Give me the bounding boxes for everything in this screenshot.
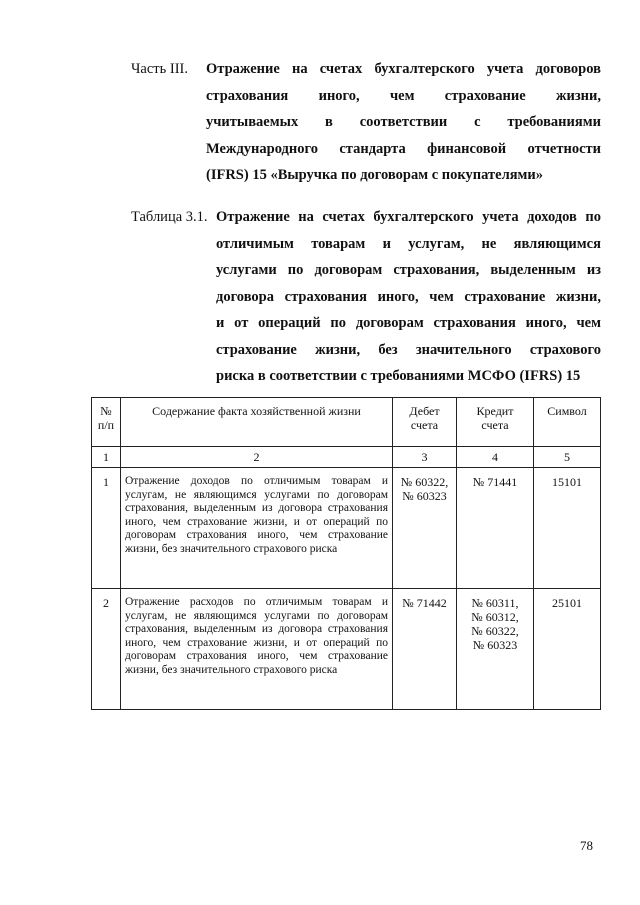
heading-word: от <box>234 315 249 331</box>
part-heading <box>131 56 601 196</box>
heading-word: страхования <box>284 288 367 305</box>
caption-line <box>216 231 601 258</box>
heading-word: бухгалтерского <box>373 209 474 225</box>
heading-word: требованиями <box>507 114 601 130</box>
heading-word: счетах <box>322 209 365 225</box>
header-credit <box>457 398 534 447</box>
part-title-line <box>206 162 543 189</box>
heading-word: финансовой <box>427 140 507 157</box>
heading-word: стандарта <box>339 140 406 157</box>
cell-line: № 60323 <box>472 638 518 652</box>
heading-word: страхование <box>216 341 297 358</box>
heading-word: на <box>291 61 308 77</box>
heading-word: соответствии <box>359 114 448 130</box>
row-number: 2 <box>92 589 121 710</box>
table-row <box>92 468 601 589</box>
heading-word: риска в соответствии с требованиями МСФО (IFRS) 15 <box>216 368 581 384</box>
part-label: Часть III. <box>131 61 188 77</box>
cell-line: п/п <box>97 418 115 432</box>
heading-word: страхования, <box>393 262 480 278</box>
column-number: 4 <box>457 447 534 468</box>
part-title-line <box>206 56 601 83</box>
heading-word: и <box>216 315 225 331</box>
heading-word: счетах <box>319 61 363 77</box>
heading-word: из <box>586 262 601 278</box>
cell-line: № 60312, <box>471 610 519 624</box>
heading-word: с <box>474 114 481 130</box>
heading-word: значительного <box>415 341 512 358</box>
heading-word: договорам <box>314 262 383 278</box>
table-label: Таблица 3.1. <box>131 209 208 225</box>
heading-word: доходов <box>527 209 577 225</box>
cell-line: счета <box>410 418 439 432</box>
heading-word: услугам, <box>408 235 465 252</box>
row-number: 1 <box>92 468 121 589</box>
part-title-line <box>206 83 601 110</box>
cell-line: № 71441 <box>472 475 518 489</box>
cell-line: Дебет <box>409 404 440 418</box>
cell-line: Кредит <box>476 404 514 418</box>
row-symbol: 15101 <box>534 468 601 589</box>
heading-word: отличимым <box>216 235 294 252</box>
heading-word: по <box>330 315 347 331</box>
heading-word: жизни, <box>555 288 601 305</box>
heading-word: страхование <box>464 288 546 305</box>
cell-line: № 60323 <box>402 489 447 503</box>
caption-line <box>216 204 601 231</box>
caption-line <box>216 337 601 364</box>
heading-word: договоров <box>535 61 601 77</box>
heading-word: операций <box>258 315 321 331</box>
heading-word: страхового <box>529 341 601 358</box>
row-credit <box>457 589 534 710</box>
cell-line: № 60311, <box>471 596 519 610</box>
row-debit <box>393 468 457 589</box>
caption-line <box>216 310 601 337</box>
heading-word: жизни, <box>555 87 601 104</box>
header-num <box>92 398 121 447</box>
heading-word: Отражение <box>206 61 280 77</box>
heading-word: по <box>585 209 601 225</box>
heading-word: бухгалтерского <box>374 61 475 77</box>
heading-word: чем <box>576 315 601 331</box>
row-symbol: 25101 <box>534 589 601 710</box>
heading-word: страхование <box>444 87 526 104</box>
caption-line <box>216 257 601 284</box>
heading-word: договора <box>216 288 274 305</box>
cell-line: № 60322, <box>400 475 449 489</box>
cell-line: № <box>100 404 112 418</box>
heading-word: иного, <box>377 288 419 305</box>
heading-word: иного, <box>525 315 567 331</box>
row-content: Отражение доходов по отличимым товарам и услугам, не являющимся услугами по договорам страхования, выделенным из договора страхования иного, чем страхование жизни, и от операций по договорам страхования иного, чем страхование жизни, без значительного страхового риска <box>121 468 393 589</box>
table-caption <box>131 204 601 394</box>
heading-word: чем <box>429 288 454 305</box>
accounting-table <box>91 397 601 710</box>
heading-word: и <box>382 235 391 252</box>
cell-line: № 71442 <box>402 596 447 610</box>
heading-word: в <box>325 114 333 130</box>
heading-word: не <box>481 235 497 252</box>
cell-line: счета <box>481 418 509 432</box>
table-header-row <box>92 398 601 447</box>
header-symbol: Символ <box>534 398 601 447</box>
column-number: 3 <box>393 447 457 468</box>
column-number-row <box>92 447 601 468</box>
heading-word: Отражение <box>216 209 290 225</box>
heading-word: страхования <box>206 87 289 104</box>
part-title-line <box>206 109 601 136</box>
header-content: Содержание факта хозяйственной жизни <box>121 398 393 447</box>
heading-word: товарам <box>311 235 366 252</box>
row-debit <box>393 589 457 710</box>
heading-word: по <box>287 262 304 278</box>
heading-word: являющимся <box>513 235 601 252</box>
heading-word: договорам <box>355 315 424 331</box>
caption-line <box>216 284 601 311</box>
header-debit <box>393 398 457 447</box>
column-number: 1 <box>92 447 121 468</box>
heading-word: учета <box>482 209 519 225</box>
heading-word: на <box>298 209 314 225</box>
heading-word: чем <box>389 87 415 104</box>
heading-word: иного, <box>318 87 360 104</box>
heading-word: учитываемых <box>206 114 299 130</box>
cell-line: № 60322, <box>471 624 519 638</box>
heading-word: отчетности <box>527 140 601 157</box>
row-content: Отражение расходов по отличимым товарам и услугам, не являющимся услугами по договорам страхования, выделенным из договора страхования иного, чем страхование жизни, и от операций по договорам страхования иного, чем страхование жизни, без значительного страхового риска <box>121 589 393 710</box>
table-row <box>92 589 601 710</box>
heading-word: (IFRS) 15 «Выручка по договорам с покупателями» <box>206 167 544 183</box>
heading-word: страхования <box>433 315 516 331</box>
heading-word: Международного <box>206 140 318 157</box>
heading-word: жизни, <box>315 341 361 358</box>
heading-word: выделенным <box>490 262 576 278</box>
heading-word: учета <box>486 61 524 77</box>
caption-line <box>216 363 580 390</box>
row-credit <box>457 468 534 589</box>
heading-word: без <box>378 341 398 358</box>
column-number: 5 <box>534 447 601 468</box>
page-number: 78 <box>580 838 593 853</box>
column-number: 2 <box>121 447 393 468</box>
part-title-line <box>206 136 601 163</box>
heading-word: услугами <box>216 262 277 278</box>
